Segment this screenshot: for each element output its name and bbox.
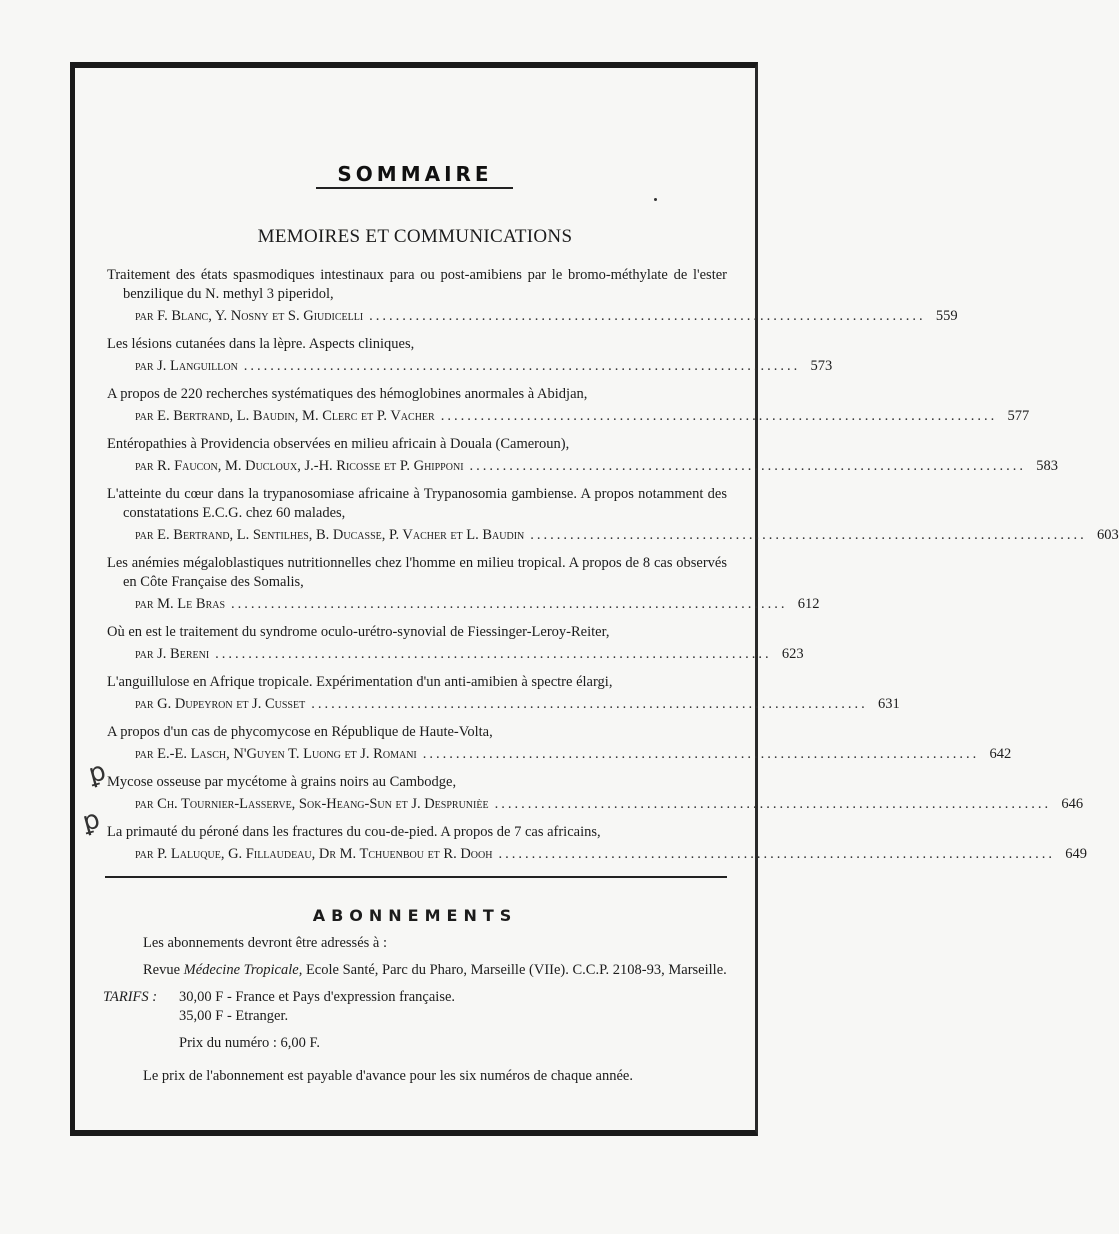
entry-page: 559 [935,308,958,324]
entry-title: A propos de 220 recherches systématiques des hémoglobines anormales à Abidjan, [107,386,588,402]
handwritten-check-mark: ꝑ [79,804,104,838]
entry-title: Les lésions cutanées dans la lèpre. Aspects cliniques, [107,336,415,352]
toc-entry[interactable] [107,385,1030,426]
handwritten-check-mark: ꝑ [85,756,110,790]
entry-title: Les anémies mégaloblastiques nutritionnelles chez l'homme en milieu tropical. A propos de 8 cas observés en Côte Française des Somalis, [107,555,727,590]
page-title: SOMMAIRE [337,162,493,186]
leader-dots: .................................................................................... [440,408,998,424]
entry-authors: par F. Blanc, Y. Nosny et S. Giudicelli [135,308,364,324]
entry-title: Mycose osseuse par mycétome à grains noirs au Cambodge, [107,774,457,790]
entry-page: 646 [1061,796,1084,812]
leader-dots: .................................................................................... [530,527,1087,543]
subscriptions-title: ABONNEMENTS [312,906,518,925]
entry-page: 631 [877,696,900,712]
entry-page: 603 [1097,527,1119,543]
leader-dots: .................................................................................... [422,746,980,762]
entry-authors: par J. Languillon [135,358,238,374]
journal-name: Médecine Tropicale, [183,962,303,978]
leader-dots: .................................................................................... [469,458,1027,474]
entry-page: 649 [1065,846,1087,862]
entry-byline [107,595,820,614]
subscriptions-intro: Les abonnements devront être adressés à : [143,935,387,951]
entry-byline [107,357,833,376]
table-of-contents [107,266,1119,873]
leader-dots: .................................................................................... [311,696,868,712]
tarifs-label: TARIFS : [103,989,158,1005]
entry-page: 623 [781,646,804,662]
entry-authors: par E. Bertrand, L. Sentilhes, B. Ducasse, P. Vacher et L. Baudin [135,527,525,543]
entry-title: La primauté du péroné dans les fractures du cou-de-pied. A propos de 7 cas africains, [107,824,601,840]
leader-dots: .................................................................................... [369,308,926,324]
page-frame [70,62,1119,1136]
leader-dots: .................................................................................... [215,646,772,662]
toc-entry[interactable] [107,485,1119,545]
toc-entry[interactable] [107,673,900,714]
title-underline [316,187,513,189]
entry-authors: par Ch. Tournier-Lasserve, Sok-Heang-Sun et J. Desprunièe [135,796,489,812]
entry-byline [107,645,804,664]
leader-dots: .................................................................................... [498,846,1055,862]
entry-page: 573 [810,358,833,374]
toc-entry[interactable] [107,723,1012,764]
entry-authors: par R. Faucon, M. Ducloux, J.-H. Ricosse et P. Ghipponi [135,458,464,474]
entry-byline [107,845,1087,864]
entry-title: Entéropathies à Providencia observées en milieu africain à Douala (Cameroun), [107,436,570,452]
entry-byline [107,526,1119,545]
tarif-etranger: 35,00 F - Etranger. [179,1008,289,1024]
entry-title: L'anguillulose en Afrique tropicale. Expérimentation d'un anti-amibien à spectre élargi, [107,674,613,690]
toc-entry[interactable] [107,335,833,376]
entry-byline [107,745,1012,764]
subscriptions-address [103,961,727,980]
toc-entry[interactable] [107,554,820,614]
leader-dots: .................................................................................... [494,796,1052,812]
entry-title: L'atteinte du cœur dans la trypanosomiase africaine à Trypanosomia gambiense. A propos notamment des constatations E.C.G. chez 60 malades, [107,486,727,521]
tarifs-row [103,988,727,1007]
address-rest: Ecole Santé, Parc du Pharo, Marseille (VIIe). C.C.P. 2108-93, Marseille. [305,962,727,978]
tarif-france: 30,00 F - France et Pays d'expression française. [179,989,456,1005]
leader-dots: .................................................................................... [243,358,801,374]
section-divider [105,876,727,878]
entry-title: A propos d'un cas de phycomycose en République de Haute-Volta, [107,724,493,740]
entry-byline [107,795,1084,814]
entry-page: 612 [797,596,820,612]
entry-page: 583 [1036,458,1059,474]
entry-byline [107,457,1059,476]
entry-authors: par P. Laluque, G. Fillaudeau, Dr M. Tchuenbou et R. Dooh [135,846,493,862]
entry-authors: par J. Bereni [135,646,210,662]
toc-entry[interactable] [107,435,1059,476]
payment-note: Le prix de l'abonnement est payable d'avance pour les six numéros de chaque année. [143,1068,633,1084]
toc-entry[interactable] [107,623,804,664]
entry-byline [107,307,958,326]
entry-page: 642 [989,746,1012,762]
subscriptions-block [103,934,727,1086]
address-prefix: Revue [143,962,181,978]
toc-entry[interactable] [107,823,1087,864]
entry-byline [107,407,1030,426]
entry-authors: par E. Bertrand, L. Baudin, M. Clerc et P. Vacher [135,408,435,424]
toc-entry[interactable] [107,266,958,326]
entry-title: Traitement des états spasmodiques intestinaux para ou post-amibiens par le bromo-méthylate de l'ester benzilique du N. methyl 3 piperidol, [107,267,727,302]
issue-price: Prix du numéro : 6,00 F. [179,1035,321,1051]
entry-page: 577 [1007,408,1030,424]
entry-byline [107,695,900,714]
entry-authors: par E.-E. Lasch, N'Guyen T. Luong et J. Romani [135,746,417,762]
leader-dots: .................................................................................... [231,596,788,612]
entry-title: Où en est le traitement du syndrome oculo-urétro-synovial de Fiessinger-Leroy-Reiter, [107,624,610,640]
entry-authors: par G. Dupeyron et J. Cusset [135,696,306,712]
toc-entry[interactable] [107,773,1084,814]
section-title: MEMOIRES ET COMMUNICATIONS [257,226,573,247]
ink-dot [654,198,657,201]
entry-authors: par M. Le Bras [135,596,226,612]
